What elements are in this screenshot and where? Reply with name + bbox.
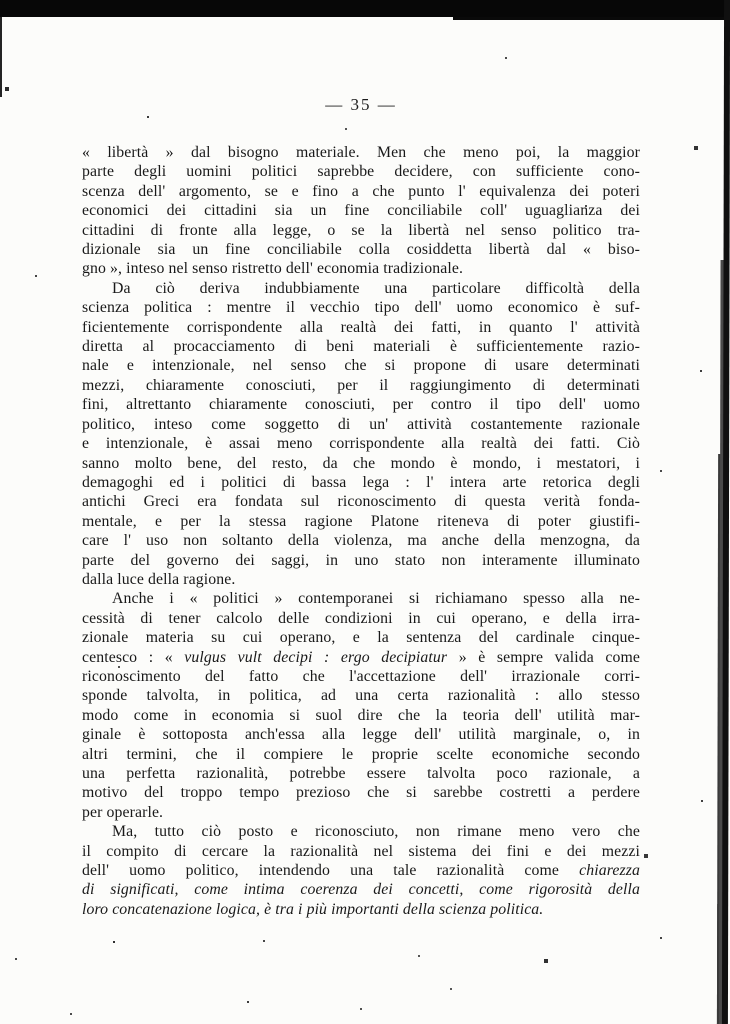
- text-run: parte del governo dei saggi, in uno stato non interamente illuminato: [82, 551, 640, 569]
- text-run: mentale, e per la stessa ragione Platone riteneva di poter giustifi-: [82, 512, 640, 530]
- page-number: — 35 —: [325, 95, 397, 114]
- text-line: [82, 686, 640, 705]
- text-run: sanno molto bene, del resto, da che mondo è mondo, i mestatori, i: [82, 454, 640, 472]
- text-line: [82, 822, 640, 841]
- text-run: altri termini, che il compiere le proprie scelte economiche secondo: [82, 745, 640, 763]
- text-line: [82, 162, 640, 181]
- text-line: [82, 473, 640, 492]
- italic-text-run: chiarezza: [579, 862, 640, 880]
- text-line: [82, 551, 640, 570]
- text-line: [82, 725, 640, 744]
- text-line: [82, 376, 640, 395]
- text-run: « libertà » dal bisogno materiale. Men che meno poi, la maggior: [82, 144, 640, 161]
- text-line: [82, 667, 640, 686]
- text-line: [82, 512, 640, 531]
- text-line: [82, 279, 640, 298]
- text-line: [82, 298, 640, 317]
- text-run: dalla luce della ragione.: [82, 570, 236, 588]
- text-line: [82, 609, 640, 628]
- text-line: [82, 880, 640, 899]
- text-line: [82, 861, 640, 880]
- text-line: [82, 803, 640, 822]
- paragraph: [82, 589, 640, 822]
- scan-edge-top: [0, 0, 730, 17]
- text-block: [82, 143, 640, 919]
- text-run: » è sempre valida come: [447, 648, 640, 666]
- text-run: cessità di tener calcolo delle condizioni in cui operano, e della irra-: [82, 609, 640, 627]
- text-run: il compito di cercare la razionalità nel sistema dei fini e dei mezzi: [82, 842, 640, 860]
- text-run: demagoghi ed i politici di bassa lega : l' intera arte retorica degli: [82, 473, 640, 491]
- paragraph: [82, 143, 640, 279]
- text-run: economici dei cittadini sia un fine conciliabile coll' uguaglianza dei: [82, 202, 640, 220]
- text-run: dell' uomo politico, intendendo una tale razionalità come: [82, 862, 580, 880]
- text-run: riconoscimento del fatto che l'accettazione dell' irrazionale corri-: [82, 667, 640, 685]
- scan-speckles: [0, 0, 2, 2]
- text-line: [82, 318, 640, 337]
- text-run: diretta al procacciamento di beni materiali è sufficientemente razio-: [82, 338, 640, 356]
- text-run: cittadini di fronte alla legge, o se la libertà nel senso politico tra-: [82, 221, 640, 239]
- text-run: per operarle.: [82, 803, 164, 821]
- italic-text-run: loro concatenazione logica, è tra i più importanti della scienza politica.: [82, 900, 544, 918]
- text-line: [82, 706, 640, 725]
- text-run: modo come in economia si suol dire che la teoria dell' utilità mar-: [82, 706, 640, 724]
- text-run: fini, altrettanto chiaramente conosciuti, per contro il tipo dell' uomo: [82, 396, 640, 414]
- text-line: [82, 259, 640, 278]
- text-line: [82, 337, 640, 356]
- text-run: una perfetta razionalità, potrebbe essere talvolta poco razionale, a: [82, 765, 640, 782]
- text-line: [82, 221, 640, 240]
- text-line: [82, 764, 640, 783]
- text-line: [82, 454, 640, 473]
- paragraph: [82, 822, 640, 919]
- text-run: sponde talvolta, in politica, ad una certa razionalità : allo stesso: [82, 687, 640, 705]
- text-run: e intenzionale, è assai meno corrispondente alla realtà dei fatti. Ciò: [82, 435, 640, 453]
- scan-edge-left: [0, 17, 2, 97]
- text-line: [82, 648, 640, 667]
- paragraph: [82, 279, 640, 590]
- text-line: [82, 143, 640, 162]
- text-run: gno », inteso nel senso ristretto dell' economia tradizionale.: [82, 260, 464, 278]
- text-run: mezzi, chiaramente conosciuti, per il raggiungimento di determinati: [82, 376, 640, 394]
- text-line: [82, 492, 640, 511]
- text-run: Anche i « politici » contemporanei si richiamano spesso alla ne-: [112, 590, 640, 608]
- text-line: [82, 745, 640, 764]
- scan-edge-right: [722, 0, 730, 1024]
- italic-text-run: di significati, come intima coerenza dei concetti, come rigorosità della: [82, 881, 640, 899]
- text-run: antichi Greci era fondata sul riconoscimento di questa verità fonda-: [82, 493, 640, 511]
- text-run: scenza dell' argomento, se e fino a che punto l' equivalenza dei poteri: [82, 182, 640, 200]
- text-run: scienza politica : mentre il vecchio tipo dell' uomo economico è suf-: [82, 299, 640, 317]
- text-run: dizionale sia un fine conciliabile colla cosiddetta libertà dal « biso-: [82, 241, 640, 259]
- text-line: [82, 356, 640, 375]
- text-line: [82, 842, 640, 861]
- text-line: [82, 783, 640, 802]
- text-line: [82, 201, 640, 220]
- text-run: ficientemente corrispondente alla realtà dei fatti, in quanto l' attività: [82, 318, 640, 336]
- text-line: [82, 531, 640, 550]
- text-line: [82, 240, 640, 259]
- text-run: ginale è sottoposta anch'essa alla legge dell' utilità marginale, o, in: [82, 726, 640, 744]
- text-line: [82, 395, 640, 414]
- text-run: politico, inteso come soggetto di un' attività costantemente razionale: [82, 415, 640, 433]
- text-run: centesco : «: [82, 648, 185, 666]
- text-run: Da ciò deriva indubbiamente una particolare difficoltà della: [112, 279, 640, 297]
- text-run: care l' uso non soltanto della violenza, ma anche della menzogna, da: [82, 532, 640, 550]
- text-line: [82, 900, 640, 919]
- text-run: Ma, tutto ciò posto e riconosciuto, non rimane meno vero che: [112, 823, 640, 841]
- text-line: [82, 589, 640, 608]
- text-line: [82, 182, 640, 201]
- text-line: [82, 434, 640, 453]
- text-line: [82, 570, 640, 589]
- text-run: zionale materia su cui operano, e la sentenza del cardinale cinque-: [82, 629, 640, 647]
- text-run: parte degli uomini politici saprebbe decidere, con sufficiente cono-: [82, 163, 640, 181]
- text-run: motivo del troppo tempo prezioso che si sarebbe costretti a perdere: [82, 784, 640, 802]
- italic-text-run: vulgus vult decipi : ergo decipiatur: [184, 648, 448, 666]
- text-run: nale e intenzionale, nel senso che si propone di usare determinati: [82, 357, 640, 375]
- text-line: [82, 415, 640, 434]
- text-line: [82, 628, 640, 647]
